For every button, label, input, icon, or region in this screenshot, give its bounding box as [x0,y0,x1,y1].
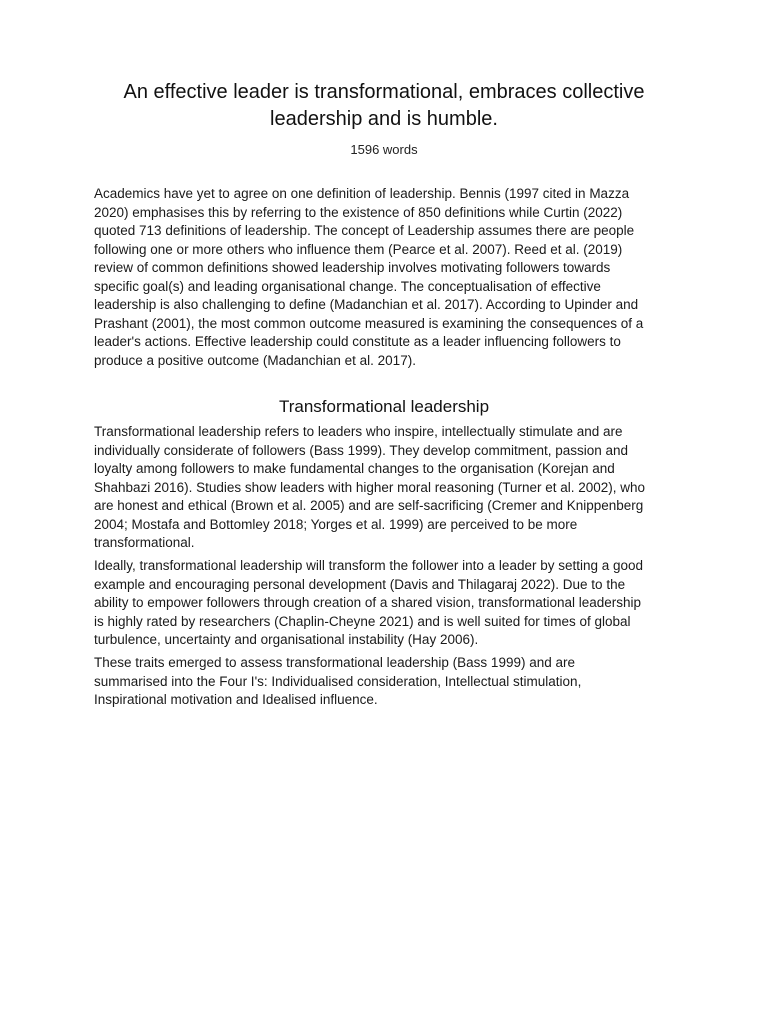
title-line-1: An effective leader is transformational, embraces collective [123,81,645,103]
paragraph-line: These traits emerged to assess transformational leadership (Bass 1999) and are [94,655,575,670]
paragraph-line: Shahbazi 2016). Studies show leaders with higher moral reasoning (Turner et al. 2002), who [94,479,646,495]
intro-line: review of common definitions showed leadership involves motivating followers towards [94,260,611,275]
paragraph-line: Ideally, transformational leadership will transform the follower into a leader by setting a good [94,558,644,573]
intro-line: following one or more others who influence them (Pearce et al. 2007). Reed et al. (2019) [94,241,623,257]
paragraph-ideal [94,557,684,650]
paragraph-line: Inspirational motivation and Idealised influence. [94,692,378,707]
paragraph-line: individually considerate of followers (Bass 1999). They develop commitment, passion and [94,442,629,458]
paragraph-line: example and encouraging personal development (Davis and Thilagaraj 2022). Due to the [94,576,626,592]
intro-line: Prashant (2001), the most common outcome measured is examining the consequences of a [94,315,644,331]
intro-line: specific goal(s) and leading organisational change. The conceptualisation of effective [94,278,601,294]
word-count: 1596 words [350,142,418,157]
section-heading: Transformational leadership [278,397,490,416]
paragraph-line: Transformational leadership refers to leaders who inspire, intellectually stimulate and are [94,424,623,439]
paragraph-four-is [94,654,684,710]
paragraph-line: transformational. [94,535,195,550]
document-title [94,79,674,133]
paragraph-line: 2004; Mostafa and Bottomley 2018; Yorges et al. 1999) are perceived to be more [94,516,578,532]
intro-line: leader's actions. Effective leadership could constitute as a leader influencing followers to [94,334,621,349]
paragraph-line: are honest and ethical (Brown et al. 2005) and are self-sacrificing (Cremer and Knippenberg [94,498,644,513]
paragraph-line: turbulence, uncertainty and organisational instability (Hay 2006). [94,632,479,647]
intro-line: produce a positive outcome (Madanchian et al. 2017). [94,352,416,368]
paragraph-definition [94,423,684,553]
paragraph-line: summarised into the Four I's: Individualised consideration, Intellectual stimulation, [94,673,582,689]
paragraph-line: is highly rated by researchers (Chaplin-Cheyne 2021) and is well suited for times of global [94,613,631,629]
paragraph-line: ability to empower followers through creation of a shared vision, transformational leadership [94,595,642,610]
intro-line: quoted 713 definitions of leadership. The concept of Leadership assumes there are people [94,223,635,238]
intro-line: Academics have yet to agree on one definition of leadership. Bennis (1997 cited in Mazza [94,186,630,201]
intro-paragraph [94,185,684,370]
intro-line: 2020) emphasises this by referring to the existence of 850 definitions while Curtin (2022) [94,204,623,220]
intro-line: leadership is also challenging to define (Madanchian et al. 2017). According to Upinder and [94,297,639,312]
title-line-2: leadership and is humble. [270,108,498,130]
paragraph-line: loyalty among followers to make fundamental changes to the organisation (Korejan and [94,461,615,476]
